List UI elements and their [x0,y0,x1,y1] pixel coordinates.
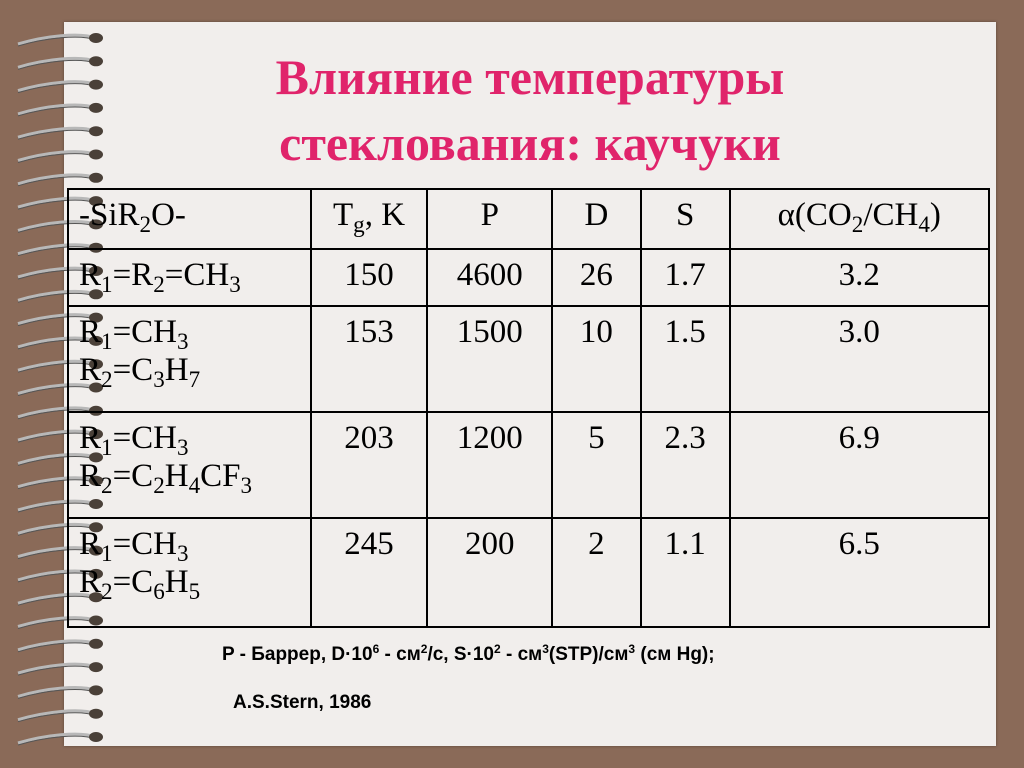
row-1-formula: $R_1=R_2=CH_3$ [68,249,311,306]
data-table [67,188,990,628]
row-2-alpha: 3.0 [730,306,989,412]
header-tg: $T_g$, K [311,189,428,249]
row-1-d: 26 [552,249,641,306]
table-row [68,518,989,627]
header-d: D [552,189,641,249]
row-2-p: 1500 [427,306,552,412]
slide-title [64,44,996,176]
citation: A.S.Stern, 1986 [233,692,372,713]
row-3-s: 2.3 [641,412,730,518]
row-2-s: 1.5 [641,306,730,412]
title-line-2: стеклования: каучуки [279,115,781,171]
row-3-alpha: 6.9 [730,412,989,518]
row-3-formula: $R_1=CH_3$ $R_2=C_2H_4CF_3$ [68,412,311,518]
row-1-s: 1.7 [641,249,730,306]
row-4-p: 200 [427,518,552,627]
row-4-formula: $R_1=CH_3$ $R_2=C_6H_5$ [68,518,311,627]
title-line-1: Влияние температуры [275,49,785,105]
row-1-tg: 150 [311,249,428,306]
table-row [68,412,989,518]
header-s: S [641,189,730,249]
table-row [68,306,989,412]
header-p: P [427,189,552,249]
row-3-p: 1200 [427,412,552,518]
row-4-d: 2 [552,518,641,627]
row-1-p: 4600 [427,249,552,306]
row-3-tg: 203 [311,412,428,518]
row-2-tg: 153 [311,306,428,412]
row-1-alpha: 3.2 [730,249,989,306]
header-alpha: $\alpha(CO_2/CH_4)$ [730,189,989,249]
row-4-s: 1.1 [641,518,730,627]
row-2-d: 10 [552,306,641,412]
row-4-tg: 245 [311,518,428,627]
units-footnote: P - Баррер, $D\cdot 10^6 - см^2/с$, $S\cdot 10^2 - см^3(STP)/см^3$ (см Hg); [222,642,715,665]
row-4-alpha: 6.5 [730,518,989,627]
table-header-row [68,189,989,249]
row-3-d: 5 [552,412,641,518]
table-row [68,249,989,306]
header-sir2o: -SiR$_2$O- [68,189,311,249]
row-2-formula: $R_1=CH_3$ $R_2=C_3H_7$ [68,306,311,412]
